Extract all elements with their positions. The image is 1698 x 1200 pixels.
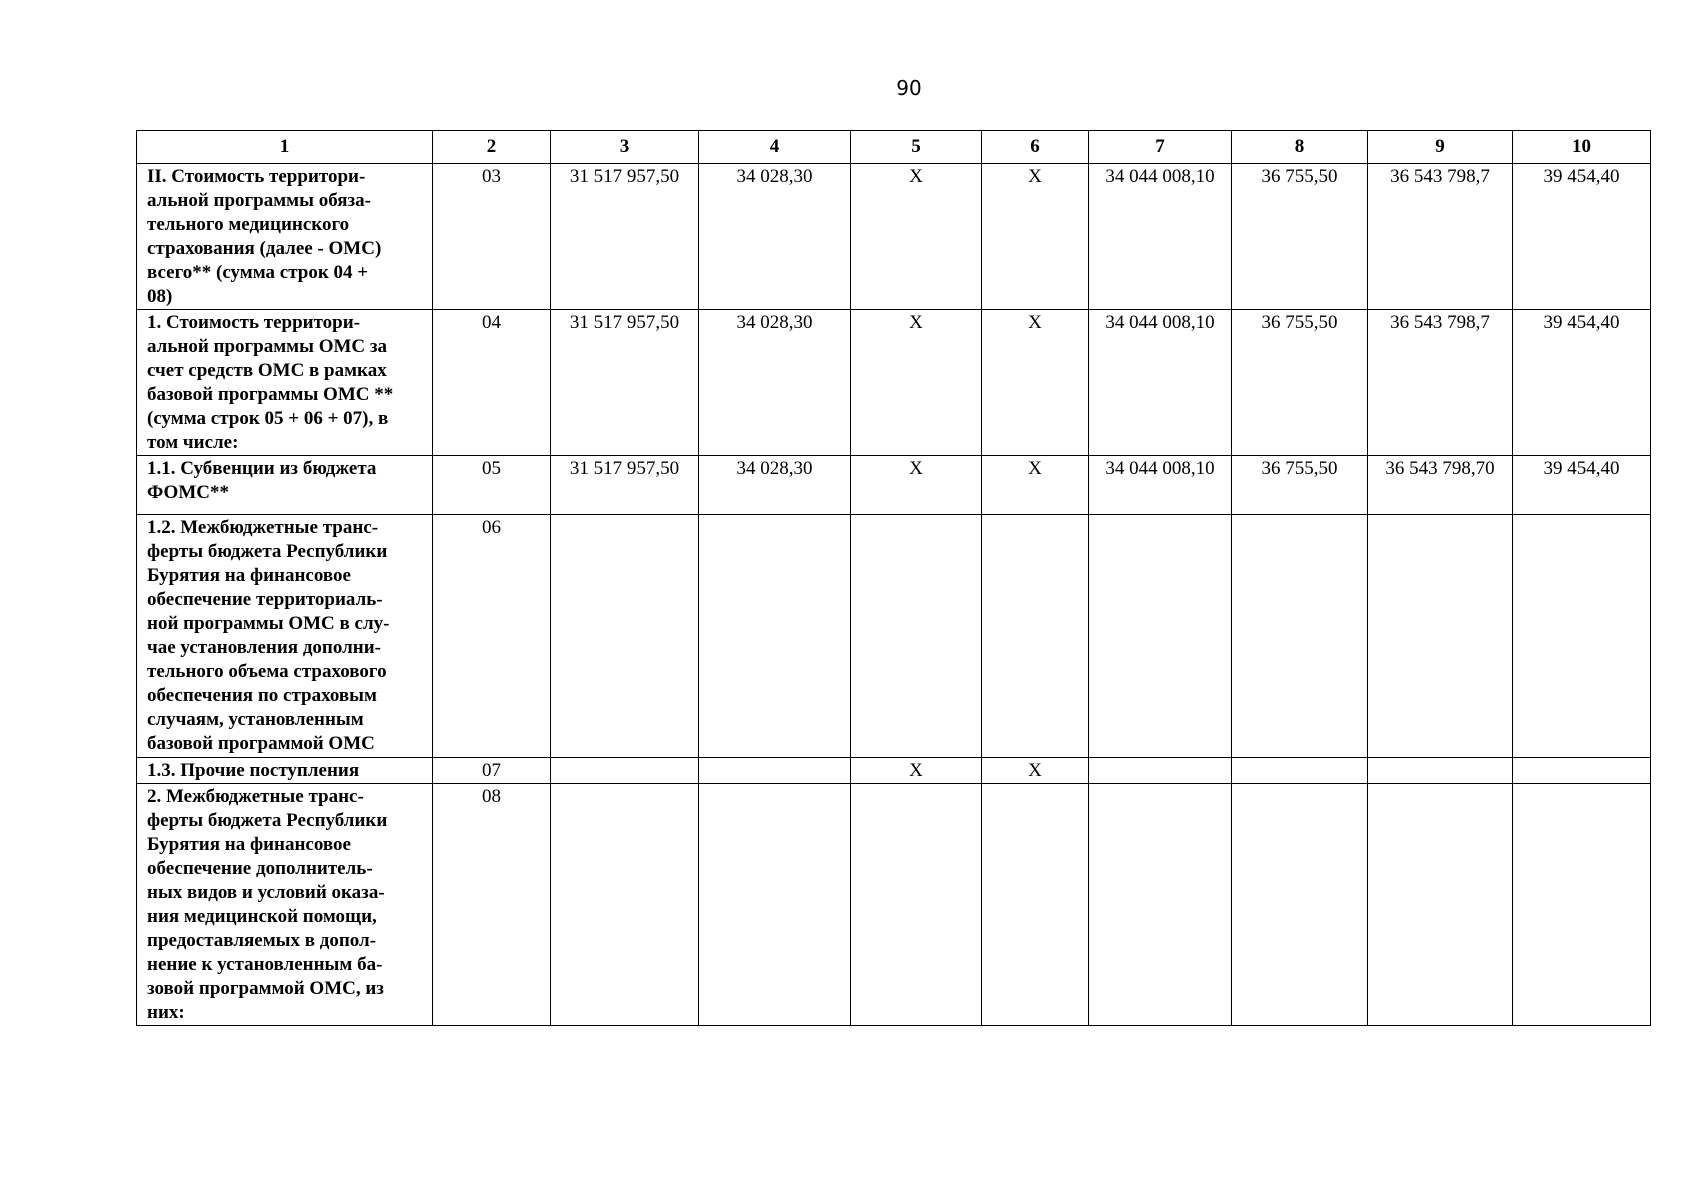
label-line: тельного объема страхового [147,661,387,682]
cell-col6: Х [982,310,1089,456]
cell-col8: 36 755,50 [1232,310,1368,456]
cell-col5: Х [851,758,982,784]
row-code: 07 [433,758,551,784]
cell-col5 [851,784,982,1026]
header-cell: 5 [851,131,982,164]
table-row [137,310,1651,456]
header-cell: 1 [137,131,433,164]
label-line: обеспечение территориаль- [147,589,383,610]
cell-col8: 36 755,50 [1232,456,1368,515]
label-line: ферты бюджета Республики [147,810,388,831]
label-line: чае установления дополни- [147,637,382,658]
header-cell: 8 [1232,131,1368,164]
header-cell: 6 [982,131,1089,164]
cell-col3: 31 517 957,50 [551,164,699,310]
cell-col4 [699,758,851,784]
cell-col7: 34 044 008,10 [1089,456,1232,515]
cell-col6: Х [982,456,1089,515]
label-line: 1.1. Субвенции из бюджета [147,458,377,479]
row-code: 06 [433,515,551,758]
label-line: ния медицинской помощи, [147,906,377,927]
cell-col9: 36 543 798,70 [1368,456,1513,515]
label-line: Бурятия на финансовое [147,565,351,586]
data-table [136,130,1651,1026]
cell-col10 [1513,784,1651,1026]
header-cell: 4 [699,131,851,164]
cell-col9: 36 543 798,7 [1368,164,1513,310]
cell-col4: 34 028,30 [699,310,851,456]
label-line: зовой программой ОМС, из [147,978,384,999]
cell-col3: 31 517 957,50 [551,310,699,456]
table-row [137,758,1651,784]
label-line: них: [147,1002,185,1023]
row-label [137,310,433,456]
cell-col9 [1368,515,1513,758]
table-row [137,515,1651,758]
cell-col4 [699,784,851,1026]
label-line: 08) [147,286,173,307]
row-code: 08 [433,784,551,1026]
label-line: страхования (далее - ОМС) [147,238,382,259]
cell-col5: Х [851,310,982,456]
row-label [137,758,433,784]
cell-col8: 36 755,50 [1232,164,1368,310]
header-cell: 9 [1368,131,1513,164]
label-line: базовой программой ОМС [147,733,375,754]
label-line: 1.3. Прочие поступления [147,760,360,781]
cell-col6 [982,784,1089,1026]
row-label [137,784,433,1026]
cell-col10 [1513,515,1651,758]
label-line: альной программы обяза- [147,190,371,211]
header-cell: 2 [433,131,551,164]
label-line: базовой программы ОМС ** [147,384,394,405]
label-line: 1. Стоимость территори- [147,312,361,333]
header-cell: 3 [551,131,699,164]
table-row [137,164,1651,310]
label-line: всего** (сумма строк 04 + [147,262,369,283]
label-line: 1.2. Межбюджетные транс- [147,517,379,538]
label-line: ных видов и условий оказа- [147,882,385,903]
cell-col10: 39 454,40 [1513,310,1651,456]
header-cell: 10 [1513,131,1651,164]
row-label [137,164,433,310]
cell-col3 [551,758,699,784]
cell-col9 [1368,784,1513,1026]
cell-col5: Х [851,164,982,310]
cell-col10: 39 454,40 [1513,164,1651,310]
page-number: 90 [896,76,922,100]
cell-col4: 34 028,30 [699,164,851,310]
cell-col3 [551,515,699,758]
cell-col7 [1089,784,1232,1026]
label-line: (сумма строк 05 + 06 + 07), в [147,408,389,429]
label-line: 2. Межбюджетные транс- [147,786,364,807]
cell-col10: 39 454,40 [1513,456,1651,515]
row-code: 04 [433,310,551,456]
cell-col9 [1368,758,1513,784]
label-line: нение к установленным ба- [147,954,383,975]
label-line: Бурятия на финансовое [147,834,351,855]
cell-col6: Х [982,758,1089,784]
cell-col7: 34 044 008,10 [1089,310,1232,456]
label-line: предоставляемых в допол- [147,930,377,951]
label-line: ферты бюджета Республики [147,541,388,562]
label-line: ФОМС** [147,482,229,503]
cell-col8 [1232,758,1368,784]
table-row [137,784,1651,1026]
label-line: тельного медицинского [147,214,350,235]
label-line: ной программы ОМС в слу- [147,613,390,634]
cell-col7 [1089,515,1232,758]
label-line: обеспечение дополнитель- [147,858,373,879]
cell-col7 [1089,758,1232,784]
label-line: том числе: [147,432,239,453]
label-line: II. Стоимость территори- [147,166,366,187]
row-code: 03 [433,164,551,310]
cell-col6: Х [982,164,1089,310]
row-code: 05 [433,456,551,515]
row-label [137,456,433,515]
cell-col7: 34 044 008,10 [1089,164,1232,310]
cell-col6 [982,515,1089,758]
cell-col4: 34 028,30 [699,456,851,515]
cell-col3: 31 517 957,50 [551,456,699,515]
cell-col8 [1232,515,1368,758]
label-line: обеспечения по страховым [147,685,377,706]
cell-col10 [1513,758,1651,784]
table-row [137,456,1651,515]
row-label [137,515,433,758]
cell-col8 [1232,784,1368,1026]
label-line: альной программы ОМС за [147,336,388,357]
cell-col3 [551,784,699,1026]
cell-col4 [699,515,851,758]
label-line: счет средств ОМС в рамках [147,360,387,381]
cell-col5 [851,515,982,758]
cell-col9: 36 543 798,7 [1368,310,1513,456]
cell-col5: Х [851,456,982,515]
label-line: случаям, установленным [147,709,364,730]
header-cell: 7 [1089,131,1232,164]
header-row [137,131,1651,164]
